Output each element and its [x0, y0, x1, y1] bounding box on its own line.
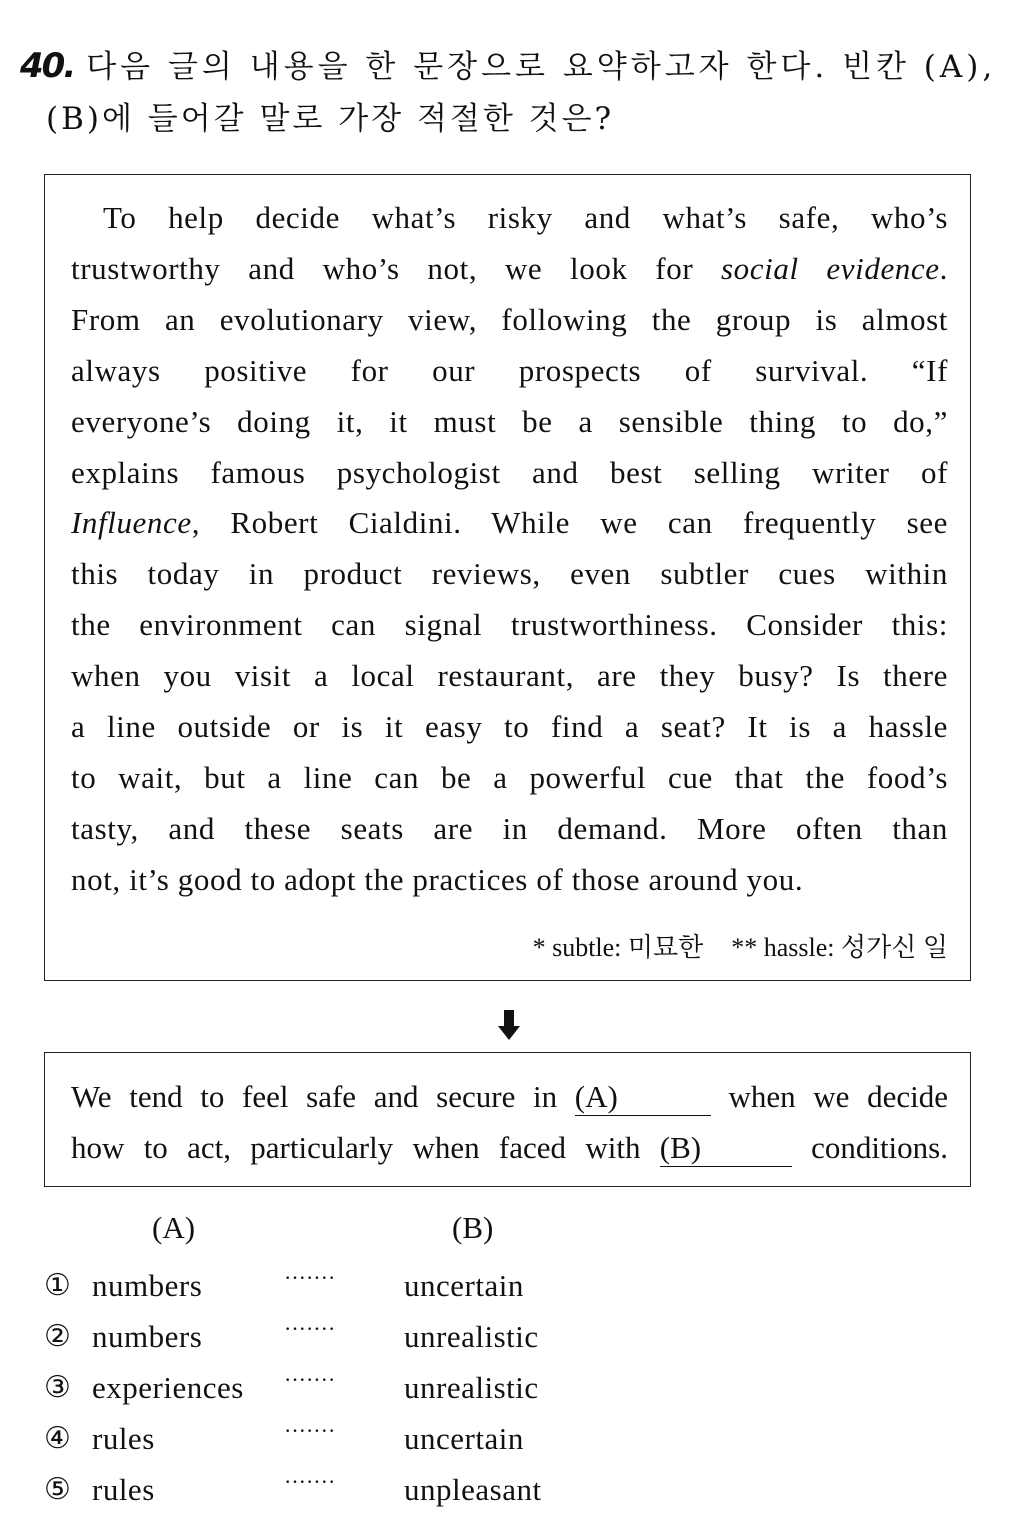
passage-line: a line outside or is it easy to find a seat? It is a hassle	[71, 709, 948, 745]
choice-number: ①	[44, 1268, 71, 1303]
passage-line: tasty, and these seats are in demand. More often than	[71, 810, 948, 846]
summary-box	[44, 1052, 971, 1187]
choice-b: unrealistic	[404, 1370, 539, 1405]
blank-a: (A)	[575, 1079, 711, 1116]
book-title: Influence	[71, 505, 192, 541]
passage-segment: trustworthy and who’s not, we look for	[71, 250, 722, 286]
summary-segment: We tend to feel safe and secure in	[71, 1079, 575, 1114]
passage-line: to wait, but a line can be a powerful cue that the food’s	[71, 759, 948, 795]
question-header	[20, 40, 997, 145]
blank-b: (B)	[660, 1130, 792, 1167]
down-arrow-icon	[498, 1010, 520, 1044]
choice-number: ②	[44, 1319, 71, 1354]
question-number: 40.	[20, 46, 75, 86]
footnotes	[505, 927, 948, 964]
choice-a: numbers	[92, 1319, 203, 1354]
summary-segment: how to act, particularly when faced with	[71, 1130, 660, 1165]
passage-line: explains famous psychologist and best selling writer of	[71, 454, 948, 490]
passage-line	[71, 498, 948, 549]
question-text-1: 다음 글의 내용을 한 문장으로 요약하고자 한다. 빈칸 (A),	[86, 49, 997, 85]
passage-line: always positive for our prospects of survival. “If	[71, 352, 948, 388]
choice-a: experiences	[92, 1370, 244, 1405]
choice-dots: ·······	[284, 1316, 336, 1341]
choice-dots: ·······	[284, 1418, 336, 1443]
choice-number: ④	[44, 1421, 71, 1456]
question-text-2: (B)에 들어갈 말로 가장 적절한 것은?	[46, 101, 615, 137]
question-line-1	[20, 40, 997, 93]
choice-b: unrealistic	[404, 1319, 539, 1354]
footnote-hassle: ** hassle: 성가신 일	[731, 933, 948, 962]
passage-line: everyone’s doing it, it must be a sensible thing to do,”	[71, 403, 948, 439]
summary-text	[71, 1071, 948, 1173]
choices-header-b: (B)	[452, 1210, 494, 1245]
choice-a: numbers	[92, 1268, 203, 1303]
passage-line: this today in product reviews, even subtler cues within	[71, 556, 948, 592]
choice-number: ③	[44, 1370, 71, 1405]
choice-dots: ·······	[284, 1265, 336, 1290]
passage-line: when you visit a local restaurant, are they busy? Is there	[71, 658, 948, 694]
choice-b: uncertain	[404, 1421, 524, 1456]
passage-text	[71, 193, 948, 906]
passage-box	[44, 174, 971, 981]
choice-dots: ·······	[284, 1469, 336, 1494]
choice-a: rules	[92, 1421, 155, 1456]
choices-header-a: (A)	[152, 1210, 196, 1245]
footnote-subtle: * subtle: 미묘한	[532, 933, 704, 962]
summary-segment: when we decide	[710, 1079, 948, 1114]
passage-segment: , Robert Cialdini. While we can frequently see	[191, 505, 948, 541]
social-evidence-term: social evidence	[721, 250, 940, 286]
choice-number: ⑤	[44, 1472, 71, 1507]
choice-b: uncertain	[404, 1268, 524, 1303]
choice-b: unpleasant	[404, 1472, 542, 1507]
choice-dots: ·······	[284, 1367, 336, 1392]
summary-segment: conditions.	[791, 1130, 948, 1165]
passage-line	[71, 244, 948, 295]
passage-line: To help decide what’s risky and what’s safe, who’s	[103, 200, 948, 235]
passage-line: From an evolutionary view, following the group is almost	[71, 301, 948, 337]
passage-segment: .	[939, 250, 948, 286]
passage-line: the environment can signal trustworthiness. Consider this:	[71, 607, 948, 643]
summary-line-1	[71, 1071, 948, 1122]
summary-line-2	[71, 1122, 948, 1173]
choice-a: rules	[92, 1472, 155, 1507]
passage-line: not, it’s good to adopt the practices of those around you.	[71, 861, 804, 897]
